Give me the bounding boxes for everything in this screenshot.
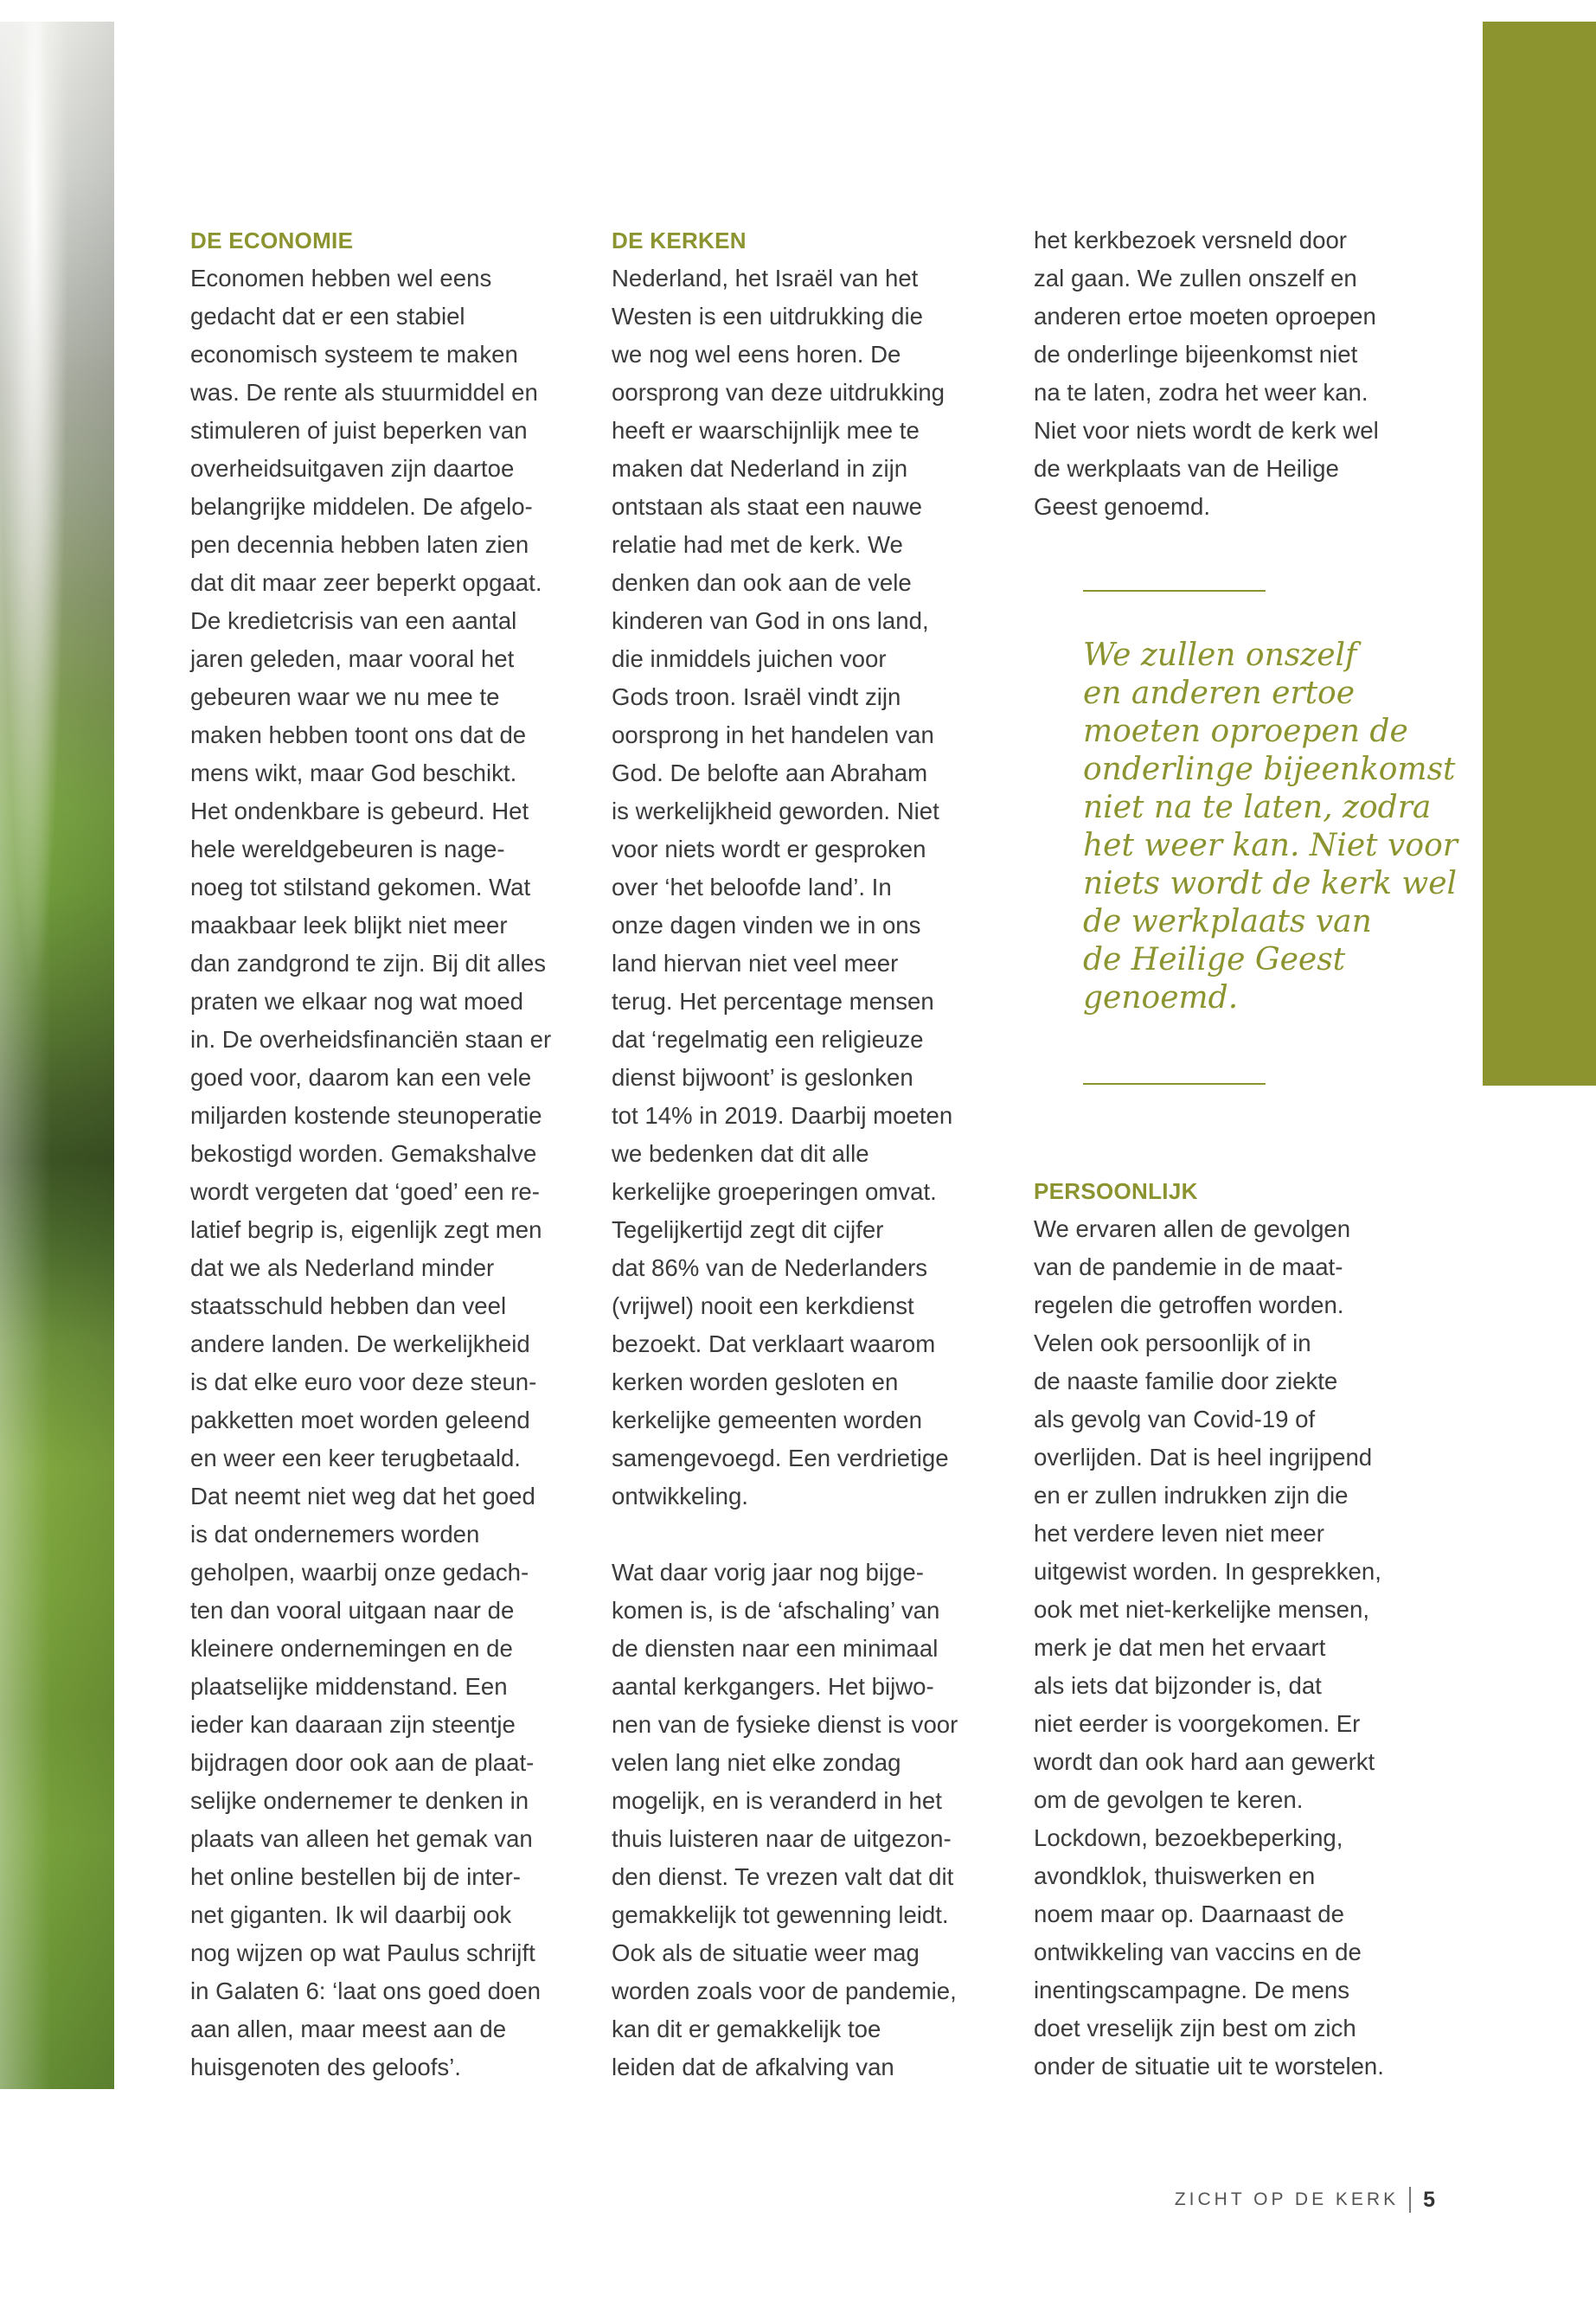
text-line: moeten oproepen de	[1083, 714, 1408, 749]
text-line: kinderen van God in ons land,	[612, 607, 929, 634]
text-line: kerkelijke groeperingen omvat.	[612, 1178, 937, 1205]
text-line: regelen die getroffen worden.	[1034, 1292, 1344, 1318]
text-line: leiden dat de afkalving van	[612, 2054, 894, 2080]
text-line: bezoekt. Dat verklaart waarom	[612, 1330, 936, 1357]
quote-rule-top	[1083, 590, 1266, 592]
column-kerken	[612, 221, 992, 2086]
text-line: Ook als de situatie weer mag	[612, 1939, 920, 1966]
pull-quote	[1083, 637, 1464, 1017]
text-line: Niet voor niets wordt de kerk wel	[1034, 417, 1379, 444]
text-line: avondklok, thuiswerken en	[1034, 1862, 1316, 1889]
text-line: heeft er waarschijnlijk mee te	[612, 417, 920, 444]
text-line: komen is, is de ‘afschaling’ van	[612, 1597, 940, 1624]
text-line: en weer een keer terugbetaald.	[190, 1445, 521, 1471]
text-line: in Galaten 6: ‘laat ons goed doen	[190, 1977, 542, 2004]
text-line: Nederland, het Israël van het	[612, 265, 919, 292]
column-economie	[190, 221, 571, 2086]
text-line: over ‘het beloofde land’. In	[612, 874, 892, 901]
heading-kerken: DE KERKEN	[612, 228, 747, 253]
text-line: en anderen ertoe	[1083, 676, 1356, 711]
text-line: dan zandgrond te zijn. Bij dit alles	[190, 950, 547, 977]
text-line: in. De overheidsfinanciën staan er	[190, 1026, 552, 1053]
text-line: merk je dat men het ervaart	[1034, 1634, 1326, 1661]
text-line: pen decennia hebben laten zien	[190, 531, 529, 558]
text-line: miljarden kostende steunoperatie	[190, 1102, 542, 1129]
text-line: ten dan vooral uitgaan naar de	[190, 1597, 515, 1624]
paragraph-gap	[612, 1516, 992, 1554]
quote-rule-bottom	[1083, 1083, 1266, 1085]
text-line: nen van de fysieke dienst is voor	[612, 1711, 958, 1738]
text-line: kerkelijke gemeenten worden	[612, 1407, 922, 1433]
text-line: goed voor, daarom kan een vele	[190, 1064, 532, 1091]
text-line: Gods troon. Israël vindt zijn	[612, 683, 901, 710]
text-line: bijdragen door ook aan de plaat-	[190, 1749, 535, 1776]
text-line: mens wikt, maar God beschikt.	[190, 760, 517, 786]
text-line: Lockdown, bezoekbeperking,	[1034, 1824, 1343, 1851]
text-line: gebeuren waar we nu mee te	[190, 683, 500, 710]
text-line: oorsprong in het handelen van	[612, 721, 934, 748]
text-line: we bedenken dat dit alle	[612, 1140, 869, 1167]
column-persoonlijk-section	[1034, 1172, 1414, 2086]
column-intro	[1034, 221, 1414, 526]
text-line: onze dagen vinden we in ons	[612, 912, 921, 939]
text-line: ontwikkeling van vaccins en de	[1034, 1939, 1362, 1965]
text-line: het verdere leven niet meer	[1034, 1520, 1324, 1547]
text-line: dat ‘regelmatig een religieuze	[612, 1026, 924, 1053]
text-line: de onderlinge bijeenkomst niet	[1034, 341, 1358, 368]
text-line: den dienst. Te vrezen valt dat dit	[612, 1863, 954, 1890]
text-line: stimuleren of juist beperken van	[190, 417, 528, 444]
text-line: en er zullen indrukken zijn die	[1034, 1482, 1349, 1509]
text-line: noem maar op. Daarnaast de	[1034, 1900, 1344, 1927]
text-line: economisch systeem te maken	[190, 341, 518, 368]
text-line: mogelijk, en is veranderd in het	[612, 1787, 942, 1814]
text-line: van de pandemie in de maat-	[1034, 1253, 1343, 1280]
text-line: praten we elkaar nog wat moed	[190, 988, 524, 1015]
text-line: overlijden. Dat is heel ingrijpend	[1034, 1444, 1373, 1471]
text-line: land hiervan niet veel meer	[612, 950, 899, 977]
text-line: genoemd.	[1083, 980, 1239, 1016]
text-line: Westen is een uitdrukking die	[612, 303, 923, 330]
text-line: was. De rente als stuurmiddel en	[190, 379, 538, 406]
text-line: dat 86% van de Nederlanders	[612, 1254, 928, 1281]
text-line: bekostigd worden. Gemakshalve	[190, 1140, 537, 1167]
text-line: De kredietcrisis van een aantal	[190, 607, 517, 634]
text-line: niet eerder is voorgekomen. Er	[1034, 1710, 1361, 1737]
text-line: ieder kan daaraan zijn steentje	[190, 1711, 516, 1738]
text-line: geholpen, waarbij onze gedach-	[190, 1559, 529, 1586]
text-line: Tegelijkertijd zegt dit cijfer	[612, 1216, 884, 1243]
text-line: samengevoegd. Een verdrietige	[612, 1445, 949, 1471]
text-line: het kerkbezoek versneld door	[1034, 227, 1347, 253]
text-line: als gevolg van Covid-19 of	[1034, 1406, 1316, 1433]
text-line: God. De belofte aan Abraham	[612, 760, 928, 786]
text-line: gedacht dat er een stabiel	[190, 303, 465, 330]
text-line: de diensten naar een minimaal	[612, 1635, 939, 1662]
text-line: Economen hebben wel eens	[190, 265, 492, 292]
text-line: niets wordt de kerk wel	[1083, 866, 1458, 901]
text-line: jaren geleden, maar vooral het	[190, 645, 515, 672]
text-line: Wat daar vorig jaar nog bijge-	[612, 1559, 924, 1586]
text-line: net giganten. Ik wil daarbij ook	[190, 1901, 512, 1928]
text-line: latief begrip is, eigenlijk zegt men	[190, 1216, 542, 1243]
text-line: dat we als Nederland minder	[190, 1254, 495, 1281]
text-line: terug. Het percentage mensen	[612, 988, 934, 1015]
text-line: We ervaren allen de gevolgen	[1034, 1215, 1351, 1242]
text-line: huisgenoten des geloofs’.	[190, 2054, 461, 2080]
text-line: onder de situatie uit te worstelen.	[1034, 2053, 1384, 2080]
text-line: die inmiddels juichen voor	[612, 645, 887, 672]
text-line: noeg tot stilstand gekomen. Wat	[190, 874, 531, 901]
text-line: Het ondenkbare is gebeurd. Het	[190, 798, 529, 824]
text-line: tot 14% in 2019. Daarbij moeten	[612, 1102, 953, 1129]
text-line: wordt vergeten dat ‘goed’ een re-	[190, 1178, 540, 1205]
text-line: Dat neemt niet weg dat het goed	[190, 1483, 535, 1509]
text-line: oorsprong van deze uitdrukking	[612, 379, 945, 406]
text-line: niet na te laten, zodra	[1083, 790, 1432, 825]
text-line: na te laten, zodra het weer kan.	[1034, 379, 1368, 406]
text-line: om de gevolgen te keren.	[1034, 1786, 1304, 1813]
text-line: overheidsuitgaven zijn daartoe	[190, 455, 515, 482]
footer-separator	[1409, 2187, 1411, 2213]
text-line: dat dit maar zeer beperkt opgaat.	[190, 569, 542, 596]
text-line: Geest genoemd.	[1034, 493, 1211, 520]
text-line: nog wijzen op wat Paulus schrijft	[190, 1939, 535, 1966]
text-line: maakbaar leek blijkt niet meer	[190, 912, 508, 939]
heading-persoonlijk: PERSOONLIJK	[1034, 1178, 1198, 1204]
publication-name: ZICHT OP DE KERK	[1174, 2189, 1400, 2209]
text-line: maken dat Nederland in zijn	[612, 455, 908, 482]
text-line: de werkplaats van de Heilige	[1034, 455, 1339, 482]
text-line: voor niets wordt er gesproken	[612, 836, 926, 862]
text-line: aan allen, maar meest aan de	[190, 2016, 507, 2042]
text-line: thuis luisteren naar de uitgezon-	[612, 1825, 952, 1852]
text-line: We zullen onszelf	[1083, 638, 1357, 673]
text-line: plaatselijke middenstand. Een	[190, 1673, 508, 1700]
text-line: dienst bijwoont’ is geslonken	[612, 1064, 913, 1091]
text-line: de werkplaats van	[1083, 904, 1372, 939]
text-line: velen lang niet elke zondag	[612, 1749, 901, 1776]
text-line: is dat ondernemers worden	[190, 1521, 480, 1548]
text-line: worden zoals voor de pandemie,	[612, 1977, 957, 2004]
text-line: onderlinge bijeenkomst	[1083, 752, 1456, 787]
page-footer	[1175, 2187, 1435, 2213]
text-line: we nog wel eens horen. De	[612, 341, 901, 368]
text-line: het online bestellen bij de inter-	[190, 1863, 521, 1890]
text-line: denken dan ook aan de vele	[612, 569, 912, 596]
text-line: maken hebben toont ons dat de	[190, 721, 527, 748]
text-line: andere landen. De werkelijkheid	[190, 1330, 530, 1357]
column-persoonlijk	[1034, 221, 1414, 526]
text-line: belangrijke middelen. De afgelo-	[190, 493, 533, 520]
text-line: is dat elke euro voor deze steun-	[190, 1368, 537, 1395]
text-line: kleinere ondernemingen en de	[190, 1635, 513, 1662]
text-line: pakketten moet worden geleend	[190, 1407, 530, 1433]
text-line: als iets dat bijzonder is, dat	[1034, 1672, 1322, 1699]
heading-economie: DE ECONOMIE	[190, 228, 354, 253]
text-line: ontwikkeling.	[612, 1483, 748, 1509]
text-line: inentingscampagne. De mens	[1034, 1977, 1350, 2003]
text-line: selijke ondernemer te denken in	[190, 1787, 529, 1814]
text-line: anderen ertoe moeten oproepen	[1034, 303, 1376, 330]
page-number: 5	[1423, 2187, 1435, 2212]
text-line: relatie had met de kerk. We	[612, 531, 903, 558]
accent-bar	[1483, 22, 1596, 1086]
text-line: plaats van alleen het gemak van	[190, 1825, 533, 1852]
text-line: zal gaan. We zullen onszelf en	[1034, 265, 1357, 292]
text-line: de naaste familie door ziekte	[1034, 1368, 1338, 1394]
text-line: gemakkelijk tot gewenning leidt.	[612, 1901, 949, 1928]
text-line: Velen ook persoonlijk of in	[1034, 1330, 1311, 1356]
text-line: (vrijwel) nooit een kerkdienst	[612, 1292, 914, 1319]
text-line: ook met niet-kerkelijke mensen,	[1034, 1596, 1370, 1623]
text-line: kan dit er gemakkelijk toe	[612, 2016, 881, 2042]
text-line: het weer kan. Niet voor	[1083, 828, 1458, 863]
text-line: aantal kerkgangers. Het bijwo-	[612, 1673, 934, 1700]
text-line: wordt dan ook hard aan gewerkt	[1034, 1748, 1375, 1775]
text-line: doet vreselijk zijn best om zich	[1034, 2015, 1356, 2041]
text-line: ontstaan als staat een nauwe	[612, 493, 922, 520]
text-line: hele wereldgebeuren is nage-	[190, 836, 505, 862]
decorative-photo-strip	[0, 22, 114, 2089]
text-line: de Heilige Geest	[1083, 942, 1346, 977]
text-line: kerken worden gesloten en	[612, 1368, 899, 1395]
text-line: uitgewist worden. In gesprekken,	[1034, 1558, 1381, 1585]
text-line: staatsschuld hebben dan veel	[190, 1292, 507, 1319]
text-line: is werkelijkheid geworden. Niet	[612, 798, 939, 824]
